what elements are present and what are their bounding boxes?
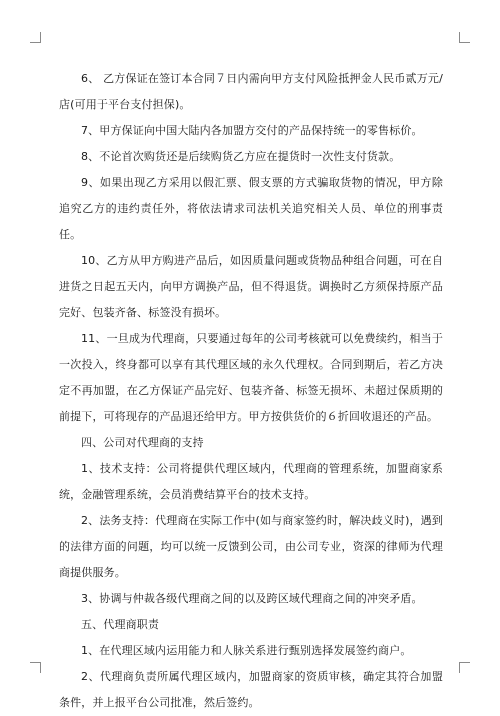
- clause-10: 10、乙方从甲方购进产品后，如因质量问题或货物品种组合问题，可在自进货之日起五天内，向甲方调换产品，但不得退货。调换时乙方须保持原产品完好、包装齐备、标签没有损坏。: [59, 254, 443, 319]
- support-item-legal: 2、法务支持：代理商在实际工作中(如与商家签约时，解决歧义时)，遇到的法律方面的问题，均可以统一反馈到公司，由公司专业，资深的律师为代理商提供服务。: [59, 514, 443, 579]
- support-item-coordination: 3、协调与仲裁各级代理商之间的以及跨区域代理商之间的冲突矛盾。: [81, 592, 423, 605]
- duty-item-2: 2、代理商负责所属代理区域内，加盟商家的资质审核，确定其符合加盟条件，并上报平台公司批准，然后签约。: [59, 670, 443, 709]
- section-heading-duties: 五、代理商职责: [81, 618, 160, 631]
- document-body: [59, 66, 443, 716]
- duty-item-1: 1、在代理区域内运用能力和人脉关系进行甄别选择发展签约商户。: [81, 644, 412, 657]
- clause-6: 6、 乙方保证在签订本合同７日内需向甲方支付风险抵押金人民币贰万元/店(可用于平台支付担保)。: [59, 72, 443, 111]
- clause-11: 11、一旦成为代理商，只要通过每年的公司考核就可以免费续约，相当于一次投入，终身都可以享有其代理区域的永久代理权。合同到期后，若乙方决定不再加盟，在乙方保证产品完好、包装齐备、标签无损坏、未超过保质期的前提下，可将现存的产品退还给甲方。甲方按供货价的６折回收退还的产品。: [59, 332, 443, 423]
- crop-mark-top-left: [30, 32, 41, 43]
- clause-7: 7、甲方保证向中国大陆内各加盟方交付的产品保持统一的零售标价。: [81, 124, 423, 137]
- clause-9: 9、如果出现乙方采用以假汇票、假支票的方式骗取货物的情况，甲方除追究乙方的违约责任外，将依法请求司法机关追究相关人员、单位的刑事责任。: [59, 176, 443, 241]
- section-heading-support: 四、公司对代理商的支持: [81, 436, 204, 449]
- crop-mark-bottom-left: [30, 662, 41, 673]
- crop-mark-top-right: [459, 32, 470, 43]
- clause-8: 8、不论首次购货还是后续购货乙方应在提货时一次性支付货款。: [81, 150, 401, 163]
- support-item-technical: 1、技术支持：公司将提供代理区域内，代理商的管理系统，加盟商家系统，金融管理系统，会员消费结算平台的技术支持。: [59, 462, 443, 501]
- crop-mark-bottom-right: [459, 662, 470, 673]
